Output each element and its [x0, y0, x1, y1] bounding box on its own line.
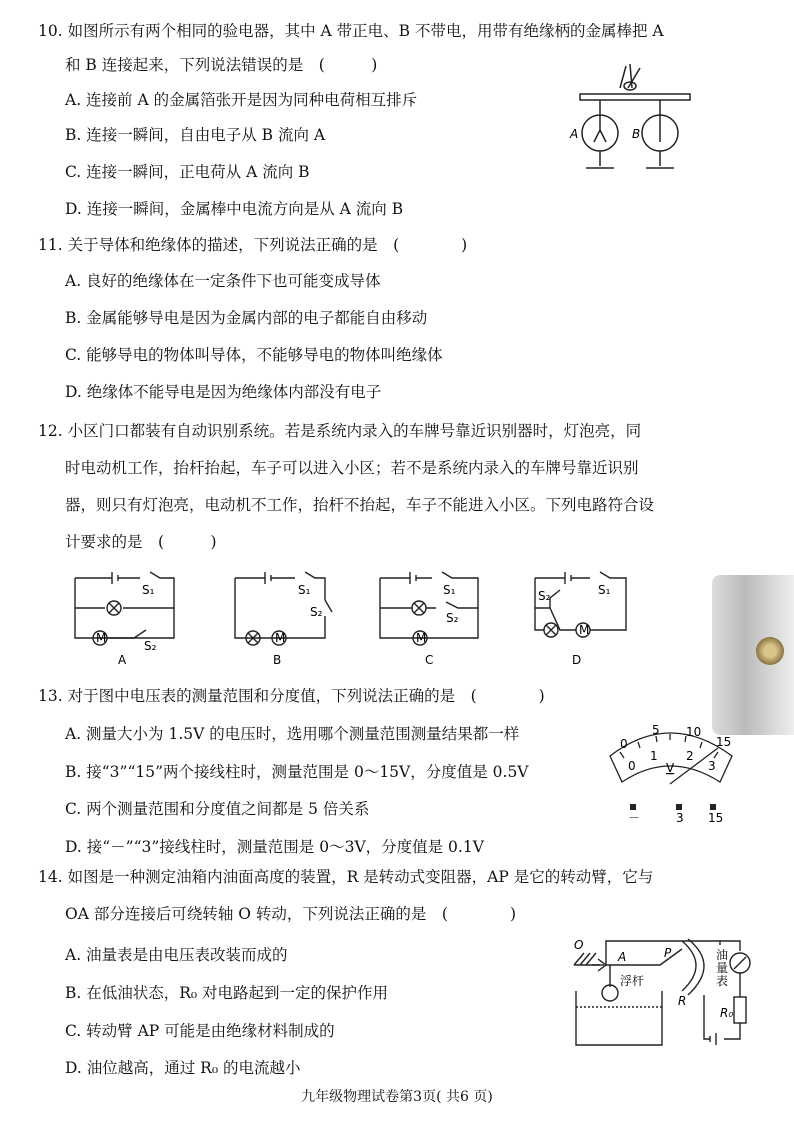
- dial-lower-3: 3: [708, 759, 716, 773]
- dial-upper-0: 0: [620, 737, 628, 751]
- circuit-options-figure: [60, 568, 640, 668]
- q12-stem-line-4: 计要求的是 ( ): [65, 533, 217, 551]
- dial-lower-2: 2: [686, 749, 694, 763]
- q10-stem-line-2: 和 B 连接起来，下列说法错误的是 ( ): [65, 56, 378, 74]
- circuit-c-motor: M: [416, 631, 427, 645]
- q13-stem: 13. 对于图中电压表的测量范围和分度值，下列说法正确的是 ( ): [38, 687, 545, 705]
- circuit-a-s2: S₂: [144, 639, 157, 653]
- circuit-c-s2: S₂: [446, 611, 459, 625]
- gauge-label-p: P: [664, 946, 672, 960]
- q12-stem-line-3: 器，则只有灯泡亮，电动机不工作，抬杆不抬起，车子不能进入小区。下列电路符合设: [65, 496, 655, 514]
- dial-upper-15: 15: [716, 735, 732, 749]
- meter-photo-fragment: [712, 575, 794, 735]
- voltmeter-dial-figure: [600, 718, 740, 828]
- electroscope-label-a: A: [570, 127, 579, 141]
- q11-option-d: D. 绝缘体不能导电是因为绝缘体内部没有电子: [65, 383, 382, 401]
- q13-option-c: C. 两个测量范围和分度值之间都是 5 倍关系: [65, 800, 370, 818]
- circuit-b-motor: M: [275, 631, 286, 645]
- q10-option-b: B. 连接一瞬间，自由电子从 B 流向 A: [65, 126, 326, 144]
- q14-option-c: C. 转动臂 AP 可能是由绝缘材料制成的: [65, 1022, 335, 1040]
- q13-option-b: B. 接“3”“15”两个接线柱时，测量范围是 0～15V，分度值是 0.5V: [65, 763, 529, 781]
- q14-stem-line-2: OA 部分连接后可绕转轴 O 转动，下列说法正确的是 ( ): [65, 905, 516, 923]
- dial-upper-10: 10: [686, 725, 702, 739]
- circuit-a-label: A: [118, 653, 127, 667]
- circuit-b-label: B: [273, 653, 282, 667]
- circuit-b-s2: S₂: [310, 605, 323, 619]
- circuit-c-label: C: [425, 653, 434, 667]
- q12-stem-line-1: 12. 小区门口都装有自动识别系统。若是系统内录入的车牌号靠近识别器时，灯泡亮，同: [38, 422, 642, 440]
- q11-option-b: B. 金属能够导电是因为金属内部的电子都能自由移动: [65, 309, 428, 327]
- q11-option-a: A. 良好的绝缘体在一定条件下也可能变成导体: [65, 272, 381, 290]
- gauge-label-oil: 油: [716, 948, 729, 962]
- q10-option-d: D. 连接一瞬间，金属棒中电流方向是从 A 流向 B: [65, 200, 404, 218]
- q10-option-a: A. 连接前 A 的金属箔张开是因为同种电荷相互排斥: [65, 91, 418, 109]
- circuit-d-s2: S₂: [538, 589, 551, 603]
- circuit-c-s1: S₁: [443, 583, 456, 597]
- q14-stem-line-1: 14. 如图是一种测定油箱内油面高度的装置，R 是转动式变阻器，AP 是它的转动臂，它与: [38, 868, 654, 886]
- terminal-15: 15: [708, 811, 724, 825]
- q12-stem-line-2: 时电动机工作，抬杆抬起，车子可以进入小区；若不是系统内录入的车牌号靠近识别: [65, 459, 639, 477]
- meter-terminal-knob: [756, 637, 784, 665]
- q13-option-d: D. 接“－”“3”接线柱时，测量范围是 0～3V，分度值是 0.1V: [65, 838, 484, 856]
- electroscope-label-b: B: [632, 127, 641, 141]
- q14-option-a: A. 油量表是由电压表改装而成的: [65, 946, 288, 964]
- oil-gauge-figure: [570, 925, 770, 1065]
- terminal-3: 3: [676, 811, 684, 825]
- gauge-label-r: R: [678, 994, 687, 1008]
- gauge-label-a: A: [618, 950, 627, 964]
- gauge-label-meter: 表: [716, 974, 729, 988]
- q14-option-b: B. 在低油状态，R₀ 对电路起到一定的保护作用: [65, 984, 389, 1002]
- q11-stem: 11. 关于导体和绝缘体的描述，下列说法正确的是 ( ): [38, 236, 468, 254]
- dial-lower-1: 1: [650, 749, 658, 763]
- dial-upper-5: 5: [652, 723, 660, 737]
- circuit-d-s1: S₁: [598, 583, 611, 597]
- dial-lower-0: 0: [628, 759, 636, 773]
- gauge-label-amount: 量: [716, 961, 729, 975]
- q10-option-c: C. 连接一瞬间，正电荷从 A 流向 B: [65, 163, 310, 181]
- circuit-a-motor: M: [96, 631, 107, 645]
- circuit-a-s1: S₁: [142, 583, 155, 597]
- terminal-minus: －: [628, 811, 641, 825]
- q10-stem-line-1: 10. 如图所示有两个相同的验电器，其中 A 带正电、B 不带电，用带有绝缘柄的金属棒把 A: [38, 22, 664, 40]
- q11-option-c: C. 能够导电的物体叫导体，不能够导电的物体叫绝缘体: [65, 346, 443, 364]
- circuit-d-label: D: [572, 653, 582, 667]
- electroscope-figure: [560, 58, 700, 178]
- page-footer: 九年级物理试卷第3页( 共6 页): [301, 1089, 493, 1105]
- gauge-label-float-rod: 浮杆: [620, 974, 645, 988]
- circuit-b-s1: S₁: [298, 583, 311, 597]
- circuit-d-motor: M: [579, 623, 590, 637]
- gauge-label-o: O: [574, 938, 584, 952]
- dial-unit: V: [666, 761, 675, 775]
- q13-option-a: A. 测量大小为 1.5V 的电压时，选用哪个测量范围测量结果都一样: [65, 725, 520, 743]
- gauge-label-r0: R₀: [720, 1006, 734, 1020]
- q14-option-d: D. 油位越高，通过 R₀ 的电流越小: [65, 1059, 301, 1077]
